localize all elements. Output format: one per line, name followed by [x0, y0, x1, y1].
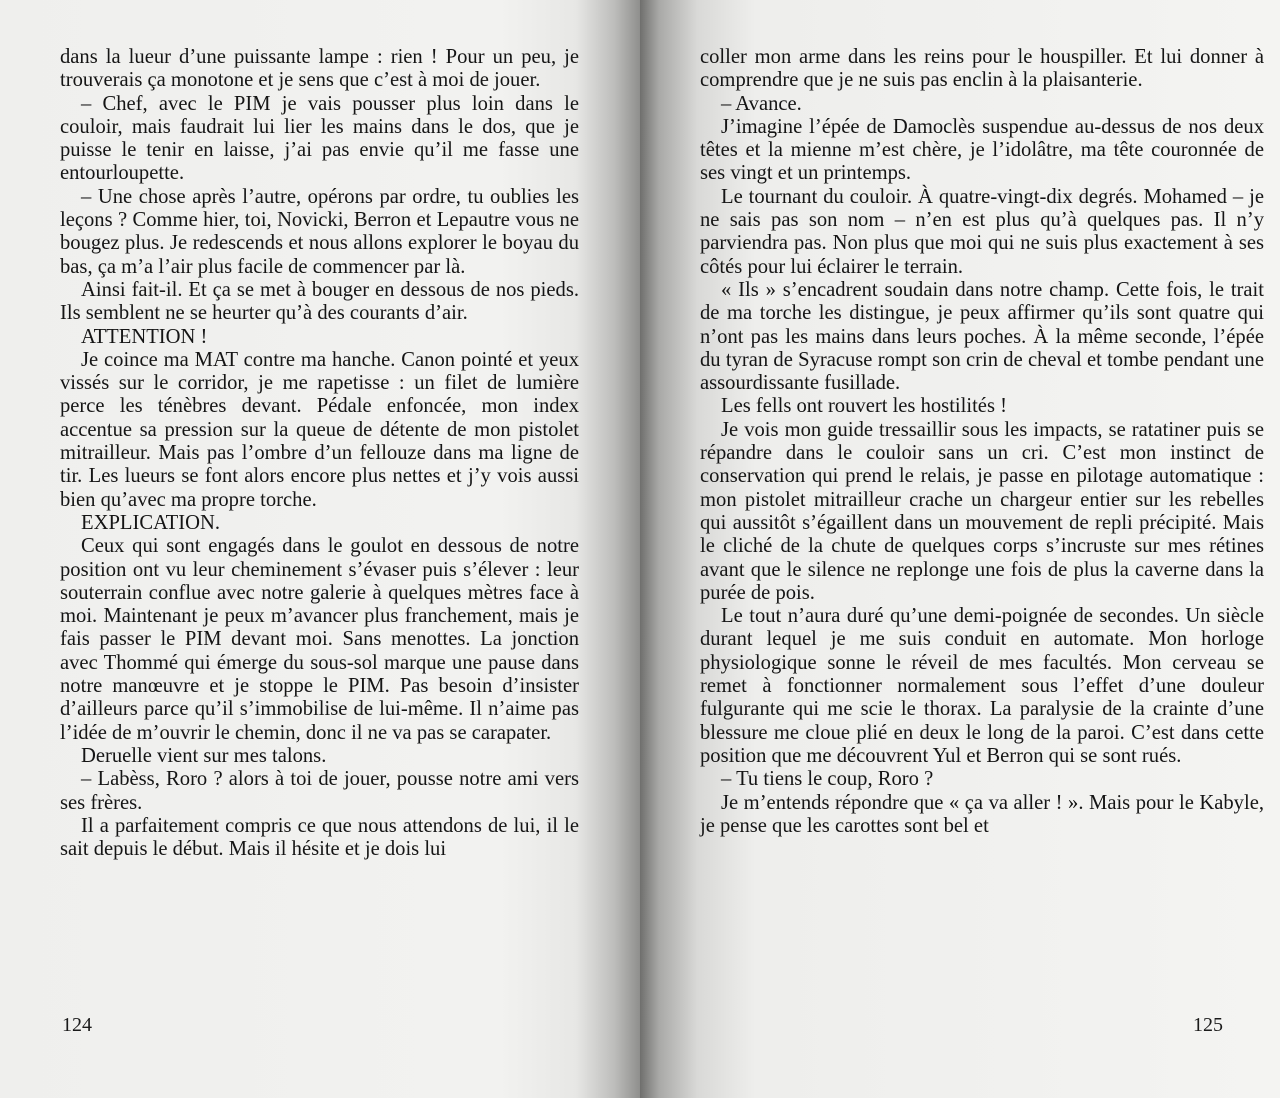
right-page: [640, 0, 1280, 1098]
left-page-text: [60, 46, 579, 861]
paragraph: – Avance.: [721, 92, 802, 115]
paragraph: EXPLICATION.: [81, 511, 220, 534]
paragraph: dans la lueur d’une puissante lampe : rien ! Pour un peu, je trouverais ça monotone et je sens que c’est à moi de jouer.: [60, 46, 579, 92]
paragraph: – Tu tiens le coup, Roro ?: [721, 768, 934, 791]
paragraph: – Chef, avec le PIM je vais pousser plus loin dans le couloir, mais faudrait lui lier les mains dans le dos, que je puisse le tenir en laisse, j’ai pas envie qu’il me fasse une entourloupette.: [60, 92, 579, 185]
paragraph: ATTENTION !: [81, 325, 208, 348]
paragraph: – Labèss, Roro ? alors à toi de jouer, pousse notre ami vers ses frères.: [60, 768, 579, 814]
paragraph: Deruelle vient sur mes talons.: [81, 744, 327, 767]
paragraph: Ceux qui sont engagés dans le goulot en dessous de notre position ont vu leur cheminement s’évaser puis s’élever : leur souterrain conflue avec notre galerie à quelques mètres face à moi. Maintenant je peux m’avancer plus franchement, mais je fais passer le PIM devant moi. Sans menottes. La jonction avec Thommé qui émerge du sous-sol marque une pause dans notre manœuvre et je stoppe le PIM. Pas besoin d’insister d’ailleurs parce qu’il s’immobilise de lui-même. Il n’aime pas l’idée de m’ouvrir le chemin, donc il ne va pas se carapater.: [60, 535, 579, 744]
paragraph: Je m’entends répondre que « ça va aller ! ». Mais pour le Kabyle, je pense que les carottes sont bel et: [700, 791, 1264, 837]
paragraph: – Une chose après l’autre, opérons par ordre, tu oublies les leçons ? Comme hier, toi, Novicki, Berron et Lepautre vous ne bougez plus. Je redescends et nous allons explorer le boyau du bas, ça m’a l’air plus facile de commencer par là.: [60, 185, 579, 278]
paragraph: Il a parfaitement compris ce que nous attendons de lui, il le sait depuis le début. Mais il hésite et je dois lui: [60, 814, 579, 861]
paragraph: J’imagine l’épée de Damoclès suspendue au-dessus de nos deux têtes et la mienne m’est chère, je l’idolâtre, ma tête couronnée de ses vingt et un printemps.: [700, 115, 1264, 185]
paragraph: « Ils » s’encadrent soudain dans notre champ. Cette fois, le trait de ma torche les distingue, je peux affirmer qu’ils sont quatre qui n’ont pas les mains dans leurs poches. À la même seconde, l’épée du tyran de Syracuse rompt son crin de cheval et tombe pendant une assourdissante fusillade.: [700, 278, 1264, 395]
paragraph: Le tournant du couloir. À quatre-vingt-dix degrés. Mohamed – je ne sais pas son nom – n’en est plus qu’à quelques pas. Il n’y parviendra pas. Non plus que moi qui ne suis plus exactement à ses côtés pour lui éclairer le terrain.: [700, 185, 1264, 278]
paragraph: Ainsi fait-il. Et ça se met à bouger en dessous de nos pieds. Ils semblent ne se heurter qu’à des courants d’air.: [60, 278, 579, 325]
right-page-text: [700, 46, 1264, 838]
paragraph: Les fells ont rouvert les hostilités !: [721, 395, 1007, 418]
right-page-number: 125: [1193, 1014, 1223, 1036]
paragraph: Je coince ma MAT contre ma hanche. Canon pointé et yeux vissés sur le corridor, je me rapetisse : un filet de lumière perce les ténèbres devant. Pédale enfoncée, mon index accentue sa pression sur la queue de détente de mon pistolet mitrailleur. Mais pas l’ombre d’un fellouze dans ma ligne de tir. Les lueurs se font alors encore plus nettes et j’y vois aussi bien qu’avec ma propre torche.: [60, 348, 579, 511]
paragraph: Le tout n’aura duré qu’une demi-poignée de secondes. Un siècle durant lequel je me suis conduit en automate. Mon horloge physiologique sonne le réveil de mes facultés. Mon cerveau se remet à fonctionner normalement sous l’effet d’une douleur fulgurante qui me scie le thorax. La paralysie de la crainte d’une blessure me cloue plié en deux le long de la paroi. C’est dans cette position que me découvrent Yul et Berron qui se sont rués.: [700, 605, 1264, 767]
paragraph: Je vois mon guide tressaillir sous les impacts, se ratatiner puis se répandre dans le couloir sans un cri. C’est mon instinct de conservation qui prend le relais, je passe en pilotage automatique : mon pistolet mitrailleur crache un chargeur entier sur les rebelles qui aussitôt s’égaillent dans un mouvement de repli précipité. Mais le cliché de la chute de quelques corps s’incruste sur mes rétines avant que le silence ne replonge une fois de plus la caverne dans la purée de pois.: [700, 418, 1264, 604]
left-page-number: 124: [62, 1014, 92, 1036]
paragraph: coller mon arme dans les reins pour le houspiller. Et lui donner à comprendre que je ne suis pas enclin à la plaisanterie.: [700, 46, 1264, 92]
